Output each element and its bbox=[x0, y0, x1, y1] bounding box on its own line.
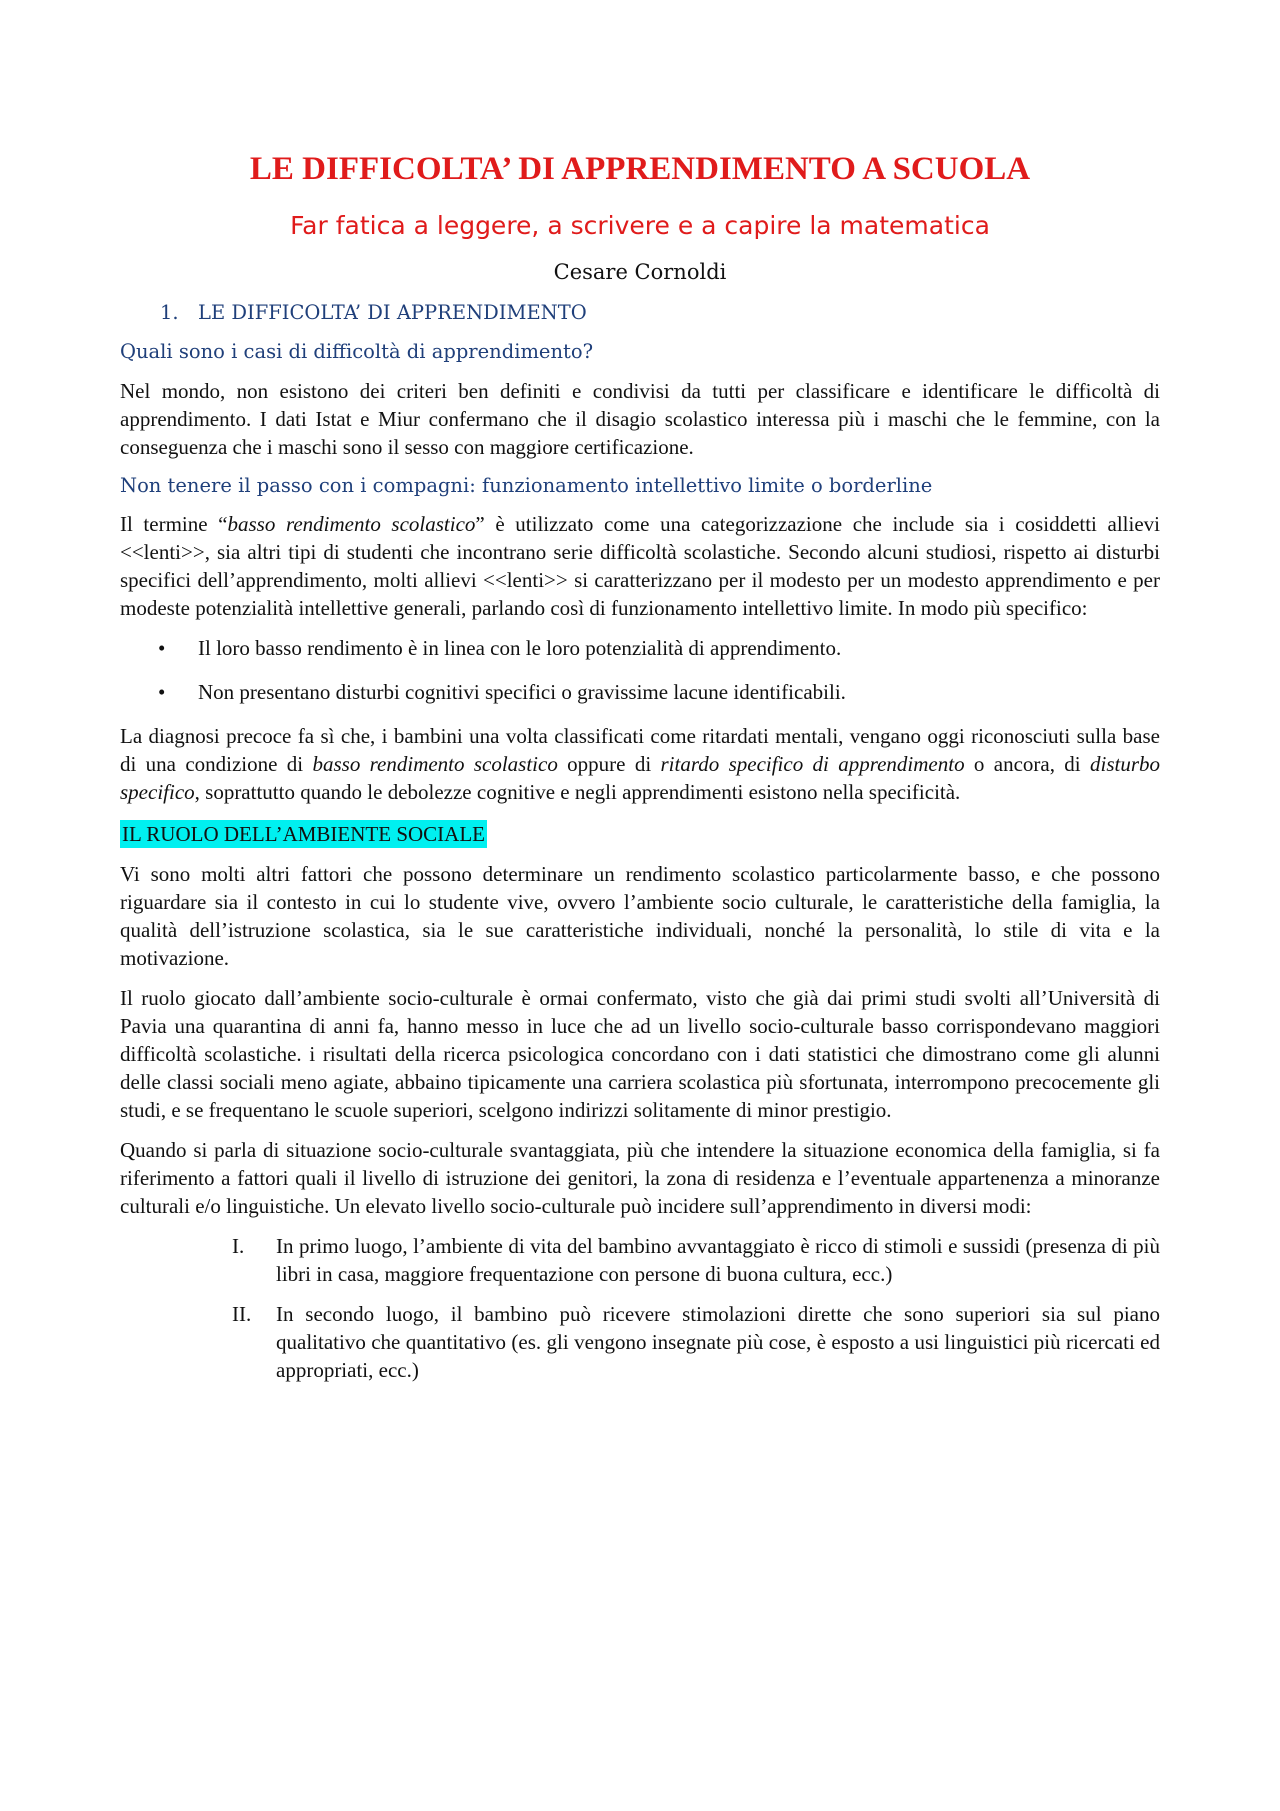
list-item bbox=[120, 678, 1160, 706]
section-1-title: LE DIFFICOLTA’ DI APPRENDIMENTO bbox=[198, 301, 587, 325]
text-run: La diagnosi precoce fa sì che, i bambini una volta classificati come ritardati mentali, vengano oggi riconosciuti sulla base di una condizione di bbox=[120, 724, 1160, 777]
text-run: Il termine “ bbox=[120, 512, 228, 537]
list-item-text: In primo luogo, l’ambiente di vita del bambino avvantaggiato è ricco di stimoli e sussidi (presenza di più libri in casa, maggiore frequentazione con persone di buona cultura, ecc.) bbox=[276, 1234, 1160, 1287]
text-run: , soprattutto quando le debolezze cognitive e negli apprendimenti esistono nella specificità. bbox=[194, 780, 961, 805]
list-item bbox=[120, 1300, 1160, 1384]
bullet-list bbox=[120, 634, 1160, 706]
social-paragraph-1: Vi sono molti altri fattori che possono determinare un rendimento scolastico particolarmente basso, e che possono riguardare sia il contesto in cui lo studente vive, ovvero l’ambiente socio culturale, le caratteristiche della famiglia, la qualità dell’istruzione scolastica, sia le sue caratteristiche individuali, nonché la personalità, lo stile di vita e la motivazione. bbox=[120, 862, 1160, 971]
list-item-text: Il loro basso rendimento è in linea con le loro potenzialità di apprendimento. bbox=[198, 636, 842, 661]
emphasis-text: basso rendimento scolastico bbox=[312, 752, 558, 777]
list-item bbox=[120, 1232, 1160, 1288]
social-paragraph-3: Quando si parla di situazione socio-culturale svantaggiata, più che intendere la situazione economica della famiglia, si fa riferimento a fattori quali il livello di istruzione dei genitori, la zona di residenza e l’eventuale appartenenza a minoranze culturali e/o linguistiche. Un elevato livello socio-culturale può incidere sull’apprendimento in diversi modi: bbox=[120, 1138, 1160, 1219]
document-title: LE DIFFICOLTA’ DI APPRENDIMENTO A SCUOLA bbox=[249, 151, 1031, 187]
text-run: ” è utilizzato come una categorizzazione che include sia i cosiddetti allievi <<lenti>>, sia altri tipi di studenti che incontrano serie difficoltà scolastiche. Secondo alcuni studiosi, rispetto ai disturbi specifici dell’apprendimento, molti allievi <<lenti>> si caratterizzano per il modesto per un modesto apprendimento e per modeste potenzialità intellettive generali, parlando così di funzionamento intellettivo limite. In modo più specifico: bbox=[120, 512, 1160, 621]
highlighted-section-heading: IL RUOLO DELL’AMBIENTE SOCIALE bbox=[122, 822, 485, 847]
question-1-paragraph: Nel mondo, non esistono dei criteri ben definiti e condivisi da tutti per classificare e identificare le difficoltà di apprendimento. I dati Istat e Miur confermano che il disagio scolastico interessa più i maschi che le femmine, con la conseguenza che i maschi sono il sesso con maggiore certificazione. bbox=[120, 378, 1160, 459]
bullet-icon: • bbox=[158, 680, 166, 705]
roman-numeral-list bbox=[120, 1232, 1160, 1384]
list-item bbox=[120, 634, 1160, 662]
list-item-text: In secondo luogo, il bambino può ricevere stimolazioni dirette che sono superiori sia sul piano qualitativo che quantitativo (es. gli vengono insegnate più cose, è esposto a usi linguistici più ricercati ed appropriati, ecc.) bbox=[276, 1302, 1160, 1383]
emphasis-text: basso rendimento scolastico bbox=[227, 512, 476, 537]
basso-rendimento-paragraph bbox=[120, 510, 1160, 622]
text-run: oppure di bbox=[557, 752, 661, 777]
list-item-number: II. bbox=[232, 1302, 252, 1327]
text-run: o ancora, di bbox=[964, 752, 1090, 777]
document-subtitle: Far fatica a leggere, a scrivere e a capire la matematica bbox=[290, 210, 990, 240]
section-1-number: 1. bbox=[160, 301, 179, 325]
question-2-heading: Non tenere il passo con i compagni: funzionamento intellettivo limite o borderline bbox=[120, 473, 933, 497]
diagnosi-paragraph bbox=[120, 722, 1160, 806]
list-item-number: I. bbox=[232, 1234, 245, 1259]
question-1-heading: Quali sono i casi di difficoltà di apprendimento? bbox=[120, 340, 594, 364]
social-paragraph-2: Il ruolo giocato dall’ambiente socio-culturale è ormai confermato, visto che già dai primi studi svolti all’Università di Pavia una quarantina di anni fa, hanno messo in luce che ad un livello socio-culturale basso corrispondevano maggiori difficoltà scolastiche. i risultati della ricerca psicologica concordano con i dati statistici che dimostrano come gli alunni delle classi sociali meno agiate, abbaino tipicamente una carriera scolastica più sfortunata, interrompono precocemente gli studi, e se frequentano le scuole superiori, scelgono indirizzi solitamente di minor prestigio. bbox=[120, 986, 1160, 1123]
emphasis-text: disturbo specifico bbox=[120, 752, 1160, 805]
section-1-heading bbox=[160, 300, 1160, 325]
emphasis-text: ritardo specifico di apprendimento bbox=[660, 752, 965, 777]
bullet-icon: • bbox=[158, 636, 166, 661]
list-item-text: Non presentano disturbi cognitivi specifici o gravissime lacune identificabili. bbox=[198, 680, 846, 705]
document-author: Cesare Cornoldi bbox=[553, 259, 727, 284]
